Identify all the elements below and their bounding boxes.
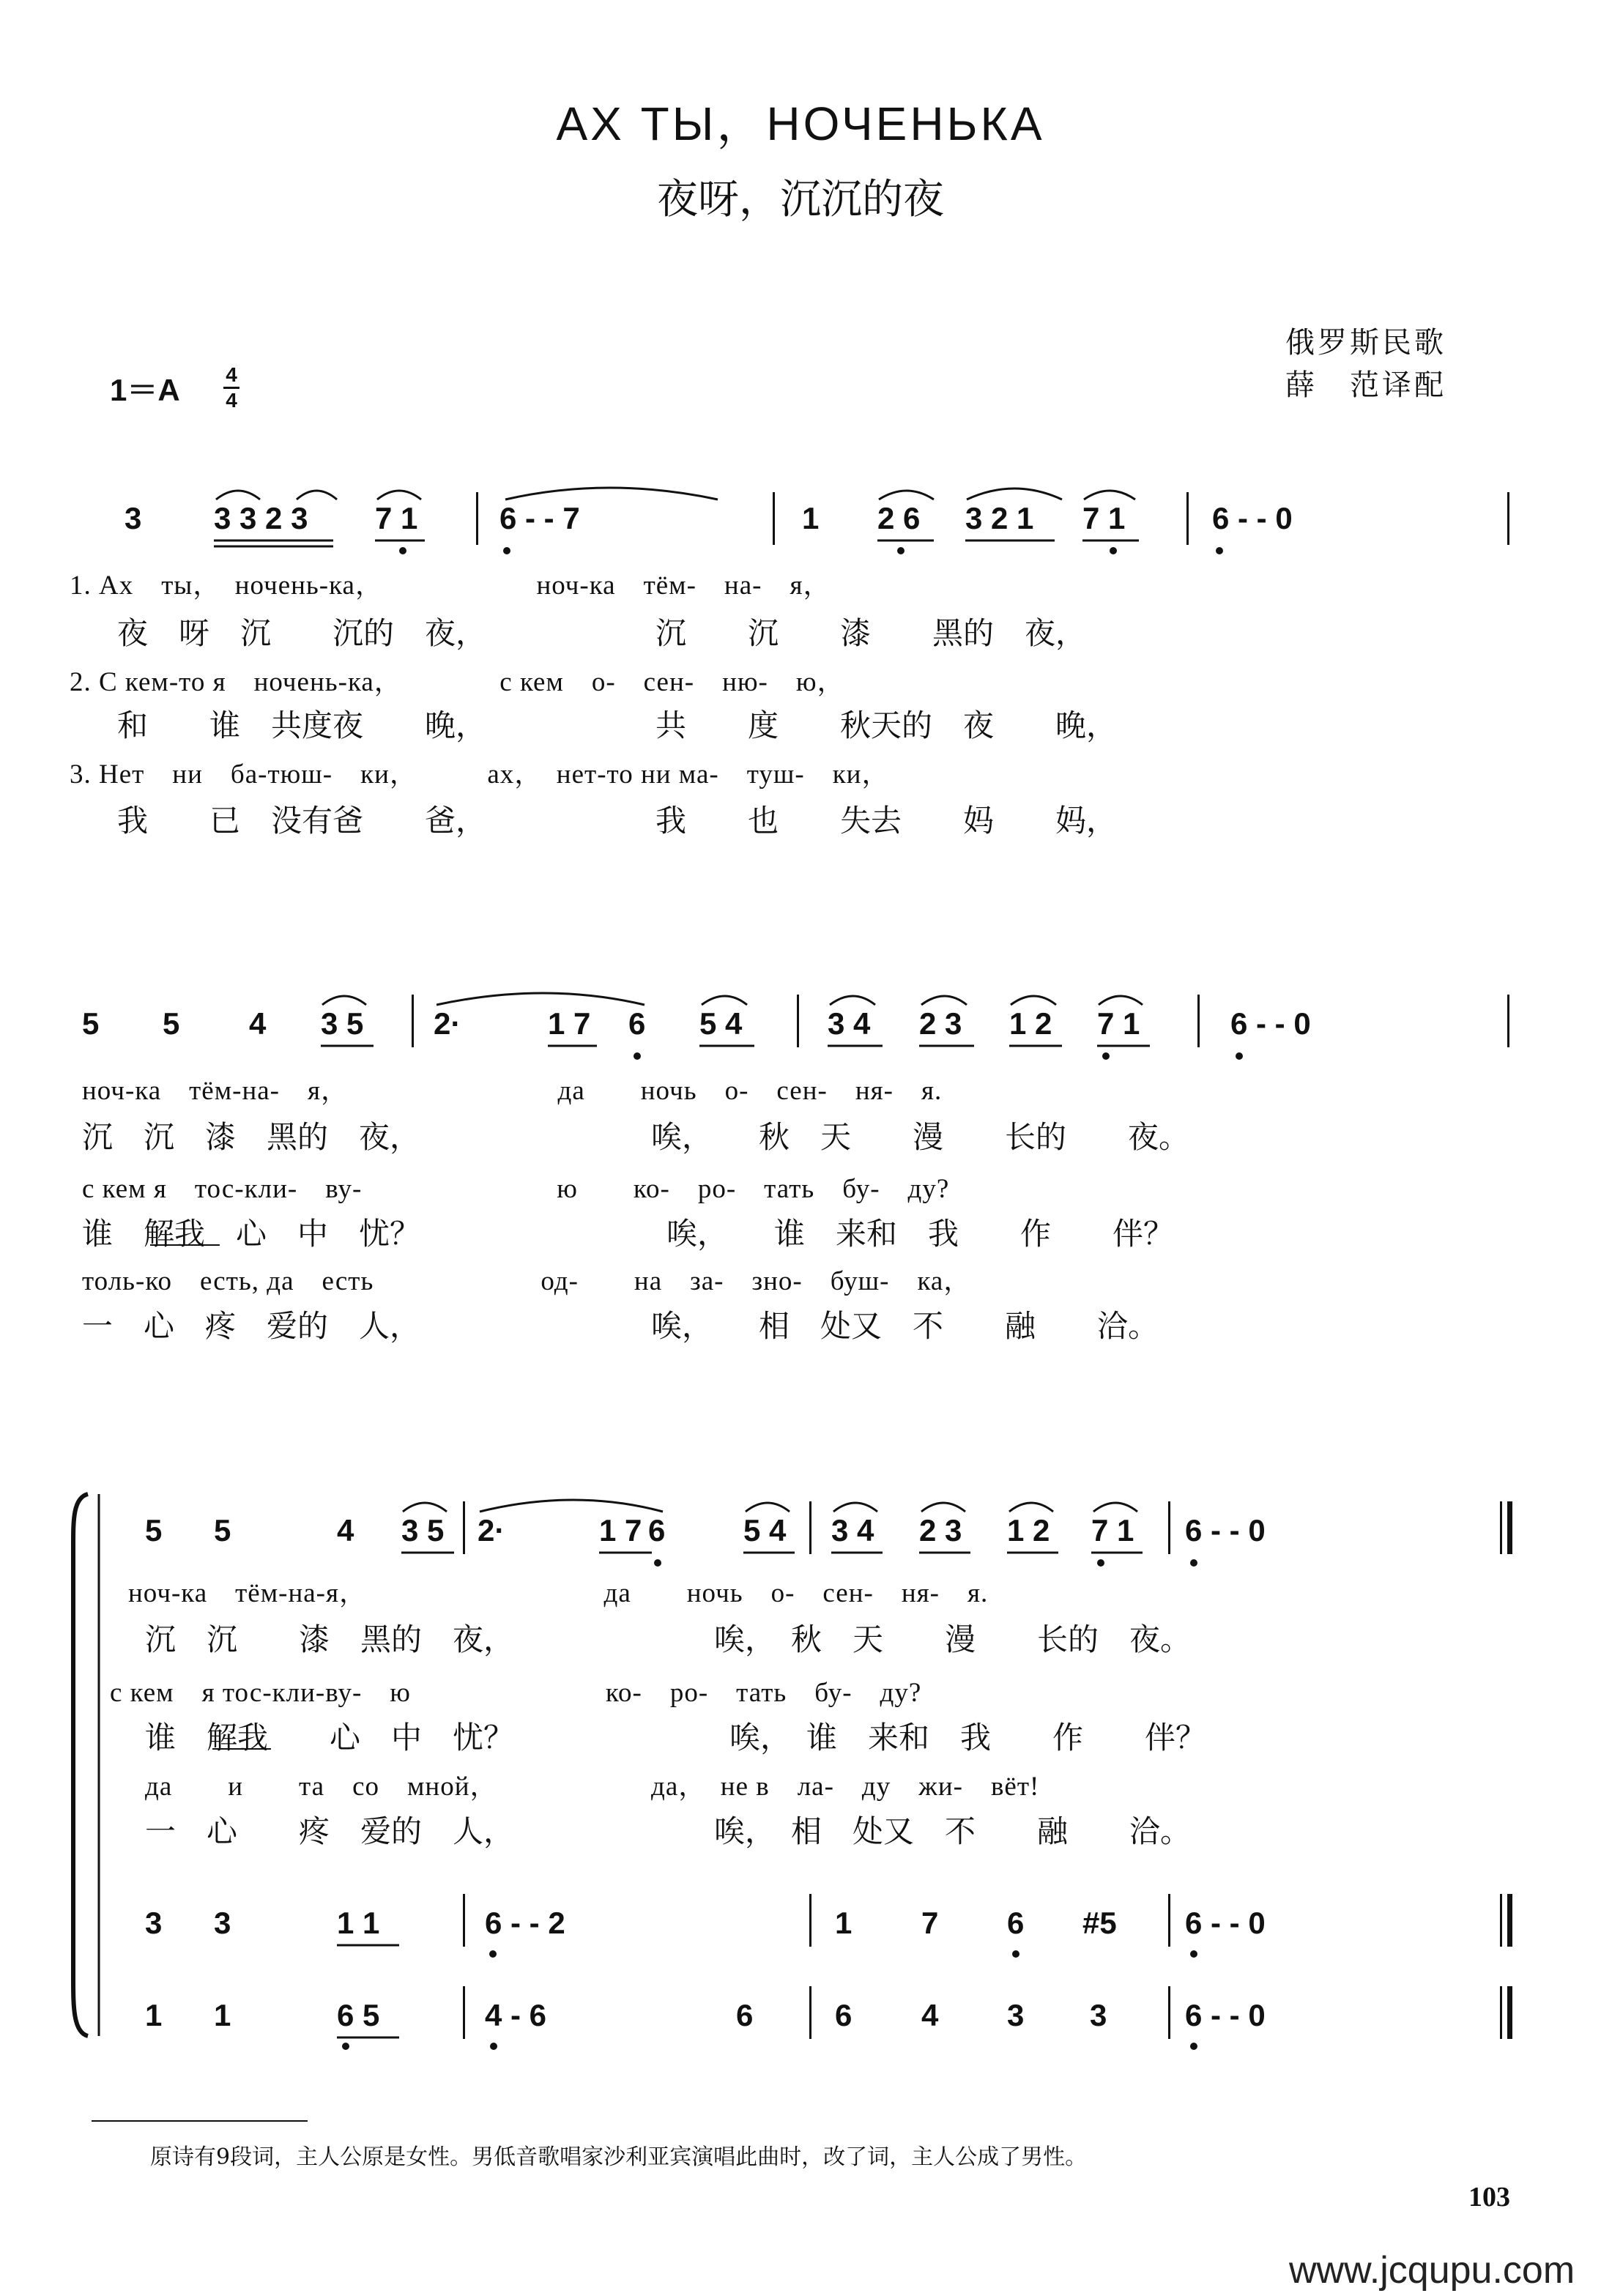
- note-group: 6 - - 0: [1185, 1906, 1266, 1940]
- lyric-underlines: [150, 1245, 271, 1749]
- note: 7: [921, 1906, 939, 1940]
- note-group: 3 5: [321, 1006, 364, 1041]
- note: 5: [82, 1006, 100, 1041]
- note: 6: [736, 1998, 754, 2032]
- lyric-line: 我 已 没有爸 爸， 我 也 失去 妈 妈，: [117, 803, 1118, 839]
- note-group: 6 - - 0: [1185, 1998, 1266, 2032]
- lyric-line: с кем я тос-кли-ву- ю ко- ро- тать бу- ду?: [110, 1678, 922, 1708]
- lyric-line: с кем я тос-кли- ву- ю ко- ро- тать бу- ду?: [82, 1174, 950, 1204]
- song-title-chinese: 夜呀，沉沉的夜: [657, 176, 944, 223]
- song-title-russian: АХ ТЫ，НОЧЕНЬКА: [556, 97, 1045, 150]
- note: 3: [1090, 1998, 1107, 2032]
- note-group: 3 4: [831, 1513, 874, 1548]
- time-signature-top: 4: [226, 363, 237, 386]
- note: 3: [214, 1906, 231, 1940]
- lyric-line: 和 谁 共度夜 晚， 共 度 秋天的 夜 晚，: [117, 707, 1118, 743]
- note-group: 3 5: [401, 1513, 445, 1548]
- lyric-line: 谁 解我 心 中 忧？ 唉， 谁 来和 我 作 伴？: [82, 1216, 1175, 1252]
- note-group: 6 - - 0: [1185, 1513, 1266, 1548]
- note: 6: [835, 1998, 852, 2032]
- origin-credit: 俄罗斯民歌: [1285, 326, 1446, 360]
- lyric-line: 沉 沉 漆 黑的 夜， 唉， 秋 天 漫 长的 夜。: [82, 1119, 1190, 1155]
- note: 5: [163, 1006, 180, 1041]
- footnote-rule: [92, 2120, 308, 2122]
- note: 1: [802, 501, 820, 535]
- key-signature: 1＝A: [110, 373, 180, 407]
- lyric-line: 谁 解我 心 中 忧？ 唉， 谁 来和 我 作 伴？: [145, 1720, 1207, 1756]
- lyric-line: 3. Нет ни ба-тюш- ки， ах， нет-то ни ма- туш- ки，: [70, 759, 890, 790]
- note-group: 7 1: [1082, 501, 1126, 535]
- note-group: 6 - - 2: [485, 1906, 565, 1940]
- watermark: www.jcqupu.com: [1289, 2249, 1575, 2292]
- note: 4: [249, 1006, 267, 1041]
- note: 1: [835, 1906, 852, 1940]
- note-group: 3 4: [828, 1006, 871, 1041]
- note: 6: [1007, 1906, 1025, 1940]
- note-group: 6 5: [337, 1998, 380, 2032]
- lyric-line: да и та со мной， да， не в ла- ду жи- вёт!: [145, 1772, 1040, 1802]
- lyric-line: ноч-ка тём-на- я， да ночь о- сен- ня- я.: [82, 1076, 943, 1106]
- note: 5: [145, 1513, 163, 1548]
- note: 2·: [434, 1006, 461, 1041]
- note-group: 1 2: [1009, 1006, 1052, 1041]
- lyric-line: 一 心 疼 爱的 人， 唉， 相 处又 不 融 洽。: [82, 1308, 1159, 1344]
- note-group: 3 2 1: [965, 501, 1034, 535]
- translator-credit: 薛 范译配: [1285, 368, 1446, 402]
- note-group: 1 7: [599, 1513, 642, 1548]
- note-group: 5 4: [743, 1513, 787, 1548]
- note-group: 2 3: [919, 1513, 962, 1548]
- note-group: 6 - - 0: [1212, 501, 1293, 535]
- note: 3: [1007, 1998, 1025, 2032]
- note: 5: [214, 1513, 231, 1548]
- lyric-line: 沉 沉 漆 黑的 夜， 唉， 秋 天 漫 长的 夜。: [145, 1621, 1192, 1657]
- lyric-line: 1. Ах ты， ночень-ка， ноч-ка тём- на- я，: [70, 571, 831, 601]
- lyric-line: ноч-ка тём-на-я， да ночь о- сен- ня- я.: [128, 1578, 989, 1608]
- footnote: 原诗有9段词，主人公原是女性。男低音歌唱家沙利亚宾演唱此曲时，改了词，主人公成了男性。: [150, 2144, 1088, 2170]
- system-brace: [73, 1494, 99, 2036]
- note: 6: [628, 1006, 646, 1041]
- note-group: 1 7: [548, 1006, 591, 1041]
- octave-dots: [342, 547, 1243, 2050]
- lyric-line: 一 心 疼 爱的 人， 唉， 相 处又 不 融 洽。: [145, 1813, 1192, 1849]
- note-group: 5 4: [699, 1006, 743, 1041]
- note-group: 7 1: [1091, 1513, 1134, 1548]
- note: 1: [145, 1998, 163, 2032]
- note: 3: [145, 1906, 163, 1940]
- beam-underlines: [214, 540, 1150, 2037]
- slurs: [216, 488, 1143, 1512]
- note: 4: [337, 1513, 354, 1548]
- note-group: 1 2: [1007, 1513, 1050, 1548]
- note-group: 7 1: [1097, 1006, 1140, 1041]
- note-group: 4 - 6: [485, 1998, 547, 2032]
- time-signature-bottom: 4: [226, 389, 237, 412]
- note: 1: [214, 1998, 231, 2032]
- note: 6: [648, 1513, 666, 1548]
- note-group: 6 - - 7: [499, 501, 580, 535]
- page-number: 103: [1468, 2182, 1510, 2213]
- note-group: 3 3 2 3: [214, 501, 308, 535]
- note: 2·: [478, 1513, 505, 1548]
- note-group: 2 3: [919, 1006, 962, 1041]
- note-group: 6 - - 0: [1230, 1006, 1311, 1041]
- lyric-line: толь-ко есть, да есть од- на за- зно- буш- ка，: [82, 1266, 972, 1296]
- lyric-line: 夜 呀 沉 沉的 夜， 沉 沉 漆 黑的 夜，: [117, 615, 1087, 651]
- note: 3: [125, 501, 142, 535]
- note-group: 1 1: [337, 1906, 380, 1940]
- note-group: 7 1: [375, 501, 418, 535]
- note: 4: [921, 1998, 939, 2032]
- note-group: 2 6: [877, 501, 921, 535]
- note: #5: [1082, 1906, 1117, 1940]
- lyric-line: 2. С кем-то я ночень-ка， с кем о- сен- ню- ю，: [70, 667, 845, 697]
